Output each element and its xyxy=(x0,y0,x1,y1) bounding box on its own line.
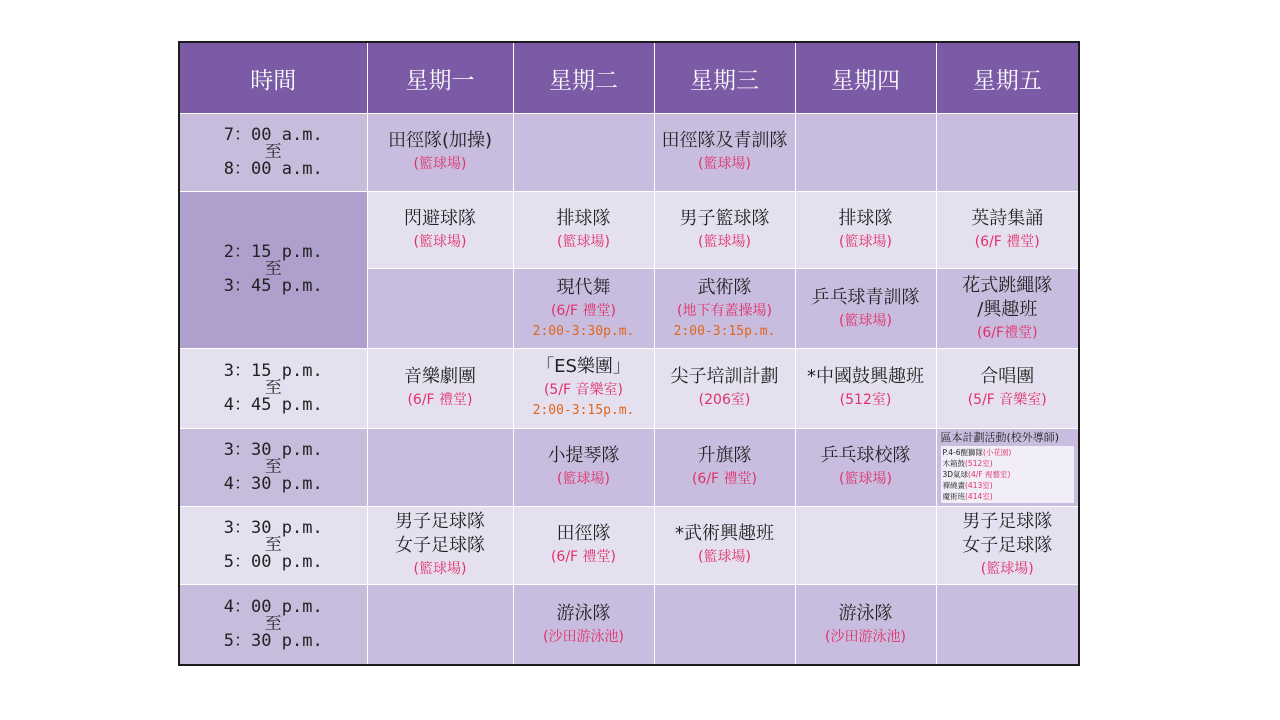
time-slot-0330-0500: 3：30 p.m. 至 5：00 p.m. xyxy=(179,506,367,584)
activity-venue: (206室) xyxy=(698,392,751,409)
activity-title: 田徑隊及青訓隊 xyxy=(661,130,788,152)
activity-title: 排球隊 xyxy=(556,207,611,229)
activity-title: *中國鼓興趣班 xyxy=(807,366,924,388)
time-slot-0400-0530: 4：00 p.m. 至 5：30 p.m. xyxy=(179,585,367,665)
activity-venue: (籃球場) xyxy=(698,233,751,250)
activity-venue: (6/F 禮堂) xyxy=(974,233,1040,250)
activity-title: 閃避球隊 xyxy=(404,207,476,229)
activity-venue: (6/F 禮堂) xyxy=(550,302,617,319)
activity-title: 游泳隊 xyxy=(838,602,893,624)
activity-venue: (籃球場) xyxy=(698,156,751,173)
scheme-item: 木箱鼓(512室) xyxy=(942,458,993,468)
activity-venue: (沙田游泳池) xyxy=(825,628,906,645)
scheme-heading: 區本計劃活動(校外導師) xyxy=(940,430,1060,444)
time-slot-0215-0345: 2：15 p.m. 至 3：45 p.m. xyxy=(179,191,367,349)
activity-title: 男子足球隊 xyxy=(395,511,485,533)
activity-title: 游泳隊 xyxy=(556,602,611,624)
activity-cell xyxy=(654,428,795,506)
activity-cell xyxy=(367,114,513,191)
activity-time-note: 2:00-3:30p.m. xyxy=(532,323,635,339)
activity-venue: (籃球場) xyxy=(980,561,1034,578)
activity-time-note: 2:00-3:15p.m. xyxy=(532,403,635,419)
activity-cell xyxy=(654,506,795,584)
scheme-item: 3D氣球(4/F 視藝室) xyxy=(942,469,1011,479)
activity-cell xyxy=(513,428,654,506)
activity-cell xyxy=(654,114,795,191)
activity-cell xyxy=(795,428,936,506)
activity-cell xyxy=(367,191,513,268)
scheme-list xyxy=(941,446,1075,503)
empty-cell xyxy=(795,506,936,584)
activity-cell xyxy=(795,585,936,665)
header-wednesday: 星期三 xyxy=(654,42,795,114)
scheme-item: 禪繞畫(413室) xyxy=(942,480,993,490)
activity-venue: (籃球場) xyxy=(413,561,467,578)
activity-cell xyxy=(795,268,936,348)
empty-cell xyxy=(936,114,1079,191)
header-monday: 星期一 xyxy=(367,42,513,114)
activity-title: 升旗隊 xyxy=(697,445,752,467)
time-slot-0700-0800: 7：00 a.m. 至 8：00 a.m. xyxy=(179,114,367,191)
activity-cell xyxy=(367,349,513,428)
activity-venue: (籃球場) xyxy=(557,233,610,250)
activity-title: 音樂劇團 xyxy=(404,366,476,388)
activity-title: *武術興趣班 xyxy=(675,523,774,545)
activity-venue: (6/F 禮堂) xyxy=(407,392,473,409)
empty-cell xyxy=(367,428,513,506)
activity-cell xyxy=(513,191,654,268)
activity-venue: (籃球場) xyxy=(839,312,892,329)
activity-title: 女子足球隊 xyxy=(395,535,485,557)
activity-title: 田徑隊 xyxy=(556,523,611,545)
activity-title: 乒乓球青訓隊 xyxy=(811,286,920,308)
activity-title: 英詩集誦 xyxy=(971,207,1044,229)
header-time: 時間 xyxy=(179,42,367,114)
activity-cell xyxy=(654,268,795,348)
empty-cell xyxy=(367,585,513,665)
activity-cell xyxy=(795,349,936,428)
activity-cell xyxy=(936,349,1079,428)
empty-cell xyxy=(367,268,513,348)
activity-cell xyxy=(513,349,654,428)
time-slot-0315-0445: 3：15 p.m. 至 4：45 p.m. xyxy=(179,349,367,428)
activity-cell xyxy=(367,506,513,584)
activity-timetable xyxy=(178,41,1080,666)
activity-venue: (6/F禮堂) xyxy=(976,324,1038,341)
activity-time-note: 2:00-3:15p.m. xyxy=(673,323,776,339)
activity-venue: (512室) xyxy=(839,392,892,409)
activity-title: 武術隊 xyxy=(697,276,752,298)
activity-venue: (籃球場) xyxy=(413,233,467,250)
activity-cell xyxy=(936,506,1079,584)
scheme-item: 魔術班(414室) xyxy=(942,491,993,501)
empty-cell xyxy=(654,585,795,665)
activity-title: 小提琴隊 xyxy=(547,445,620,467)
time-slot-0330-0430: 3：30 p.m. 至 4：30 p.m. xyxy=(179,428,367,506)
activity-title: 男子足球隊 xyxy=(962,511,1053,533)
activity-title: 花式跳繩隊 xyxy=(962,274,1053,296)
scheme-item: P.4-6醒獅隊(小花園) xyxy=(942,447,1012,457)
activity-venue: (籃球場) xyxy=(698,549,751,566)
activity-venue: (籃球場) xyxy=(839,233,892,250)
activity-venue: (籃球場) xyxy=(557,471,610,488)
empty-cell xyxy=(795,114,936,191)
activity-cell xyxy=(654,349,795,428)
activity-venue: (沙田游泳池) xyxy=(543,628,624,645)
activity-cell xyxy=(936,191,1079,268)
activity-title: 尖子培訓計劃 xyxy=(670,366,779,388)
activity-title: 乒乓球校隊 xyxy=(820,445,911,467)
activity-cell xyxy=(654,191,795,268)
activity-cell xyxy=(936,268,1079,348)
activity-venue: (5/F 音樂室) xyxy=(967,392,1047,409)
activity-title: 「ES樂團」 xyxy=(536,356,631,378)
activity-cell xyxy=(795,191,936,268)
activity-venue: (5/F 音樂室) xyxy=(543,382,624,399)
empty-cell xyxy=(513,114,654,191)
activity-title: 現代舞 xyxy=(556,276,611,298)
activity-venue: (地下有蓋操場) xyxy=(677,302,772,319)
district-scheme-cell xyxy=(936,428,1079,506)
header-tuesday: 星期二 xyxy=(513,42,654,114)
activity-cell xyxy=(513,268,654,348)
activity-cell xyxy=(513,585,654,665)
activity-title: 排球隊 xyxy=(838,207,893,229)
activity-title: 女子足球隊 xyxy=(962,535,1053,557)
activity-venue: (籃球場) xyxy=(839,471,892,488)
header-friday: 星期五 xyxy=(936,42,1079,114)
activity-venue: (6/F 禮堂) xyxy=(691,471,758,488)
activity-title: 田徑隊(加操) xyxy=(387,130,493,152)
empty-cell xyxy=(936,585,1079,665)
activity-venue: (籃球場) xyxy=(413,156,467,173)
activity-title: 合唱團 xyxy=(980,366,1035,388)
activity-venue: (6/F 禮堂) xyxy=(550,549,617,566)
activity-title: /興趣班 xyxy=(977,298,1038,320)
activity-title: 男子籃球隊 xyxy=(679,207,770,229)
activity-cell xyxy=(513,506,654,584)
header-thursday: 星期四 xyxy=(795,42,936,114)
